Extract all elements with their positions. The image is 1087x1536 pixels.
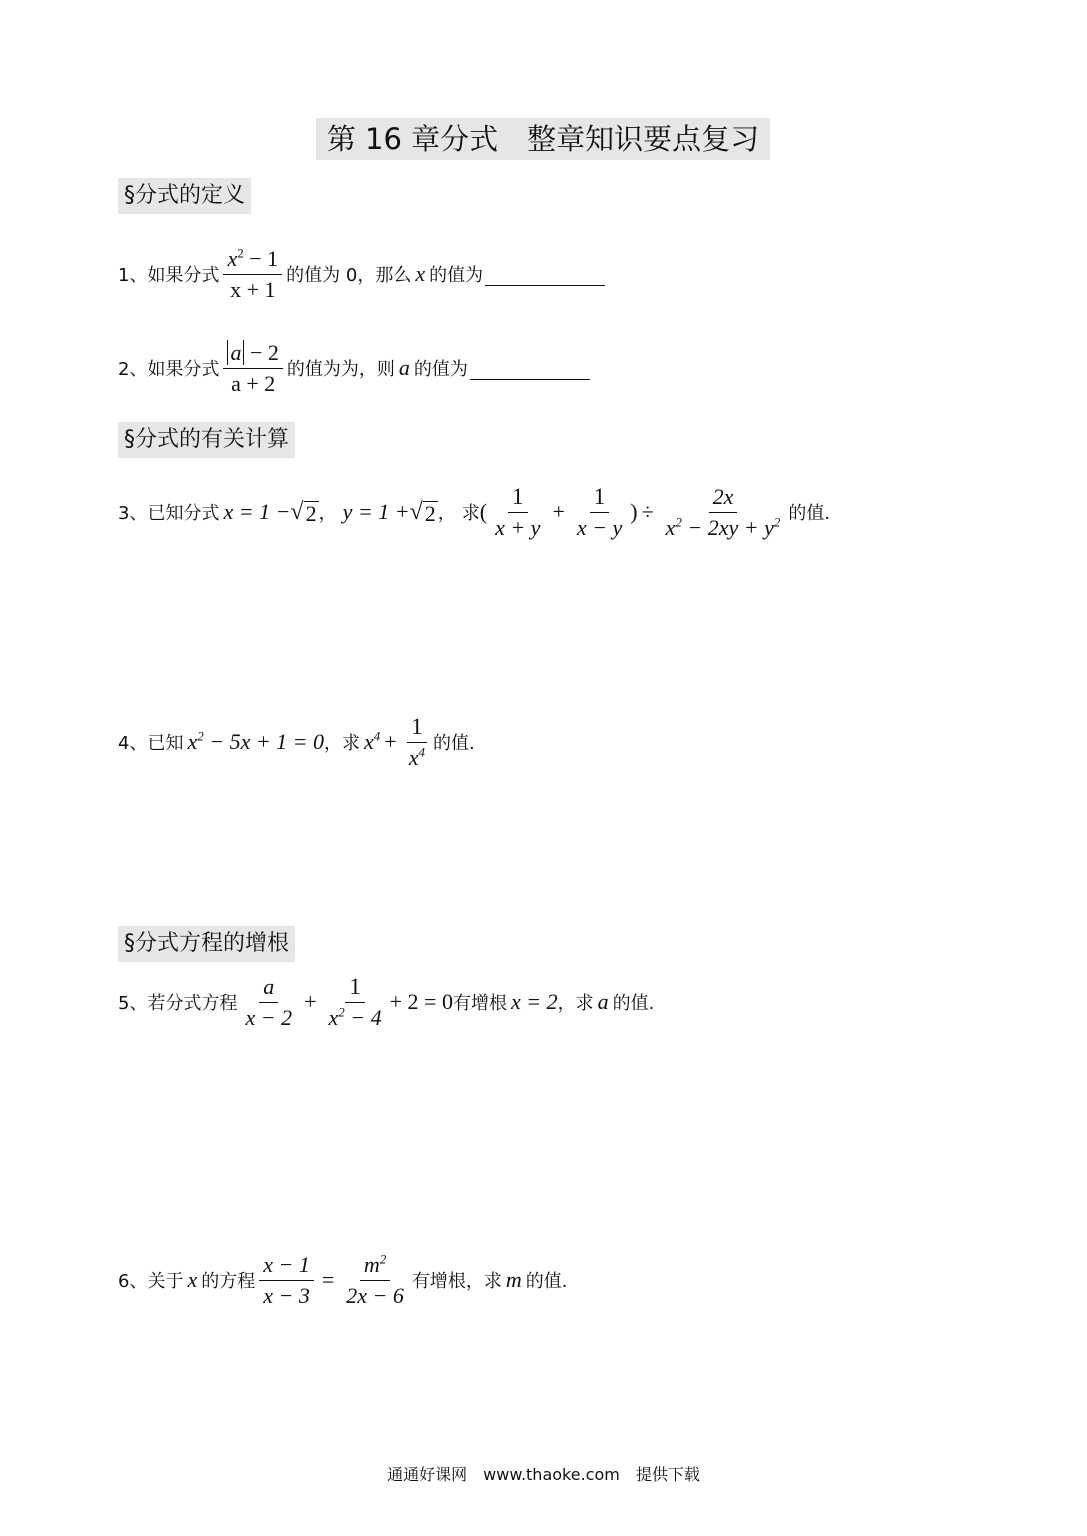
q5-fraction-1: [241, 972, 296, 1033]
q4-plus: +: [384, 729, 397, 754]
page-title: 第 16 章分式 整章知识要点复习: [316, 118, 770, 160]
section-heading-calculation: §分式的有关计算: [118, 422, 295, 458]
q2-variable: a: [398, 355, 410, 380]
q4-ask: ，求: [324, 733, 361, 754]
q6-fraction-1: [259, 1250, 314, 1311]
q5-suffix: 的值.: [612, 993, 655, 1014]
q4-equation: $x^2 - 5x + 1 = 0$: [187, 728, 325, 754]
q1-prefix: 1、如果分式: [118, 265, 220, 286]
q2-mid-text: 的值为为，则: [286, 359, 395, 380]
q5-plus: +: [304, 989, 317, 1014]
q3-fraction-1-numerator: 1: [508, 482, 528, 513]
q3-fraction-3-denominator: $x^2 - 2xy + y^2$: [665, 514, 781, 540]
q5-mid-text: 有增根: [452, 993, 507, 1014]
q4-suffix: 的值.: [432, 733, 475, 754]
q3-x-equation: x = 1 −: [223, 499, 291, 524]
q4-fraction-denominator: $x^4$: [408, 744, 425, 770]
section-heading-extraneous-roots: §分式方程的增根: [118, 926, 295, 962]
q3-fraction-1: [491, 482, 544, 543]
q2-fraction-denominator: a + 2: [231, 370, 276, 396]
q6-fraction-2-numerator: $m^2$: [360, 1250, 390, 1281]
q6-prefix: 6、关于: [118, 1271, 184, 1292]
q3-sqrt-2: √ 2: [409, 498, 436, 526]
q2-fraction-numerator: a − 2: [223, 338, 282, 369]
q3-lparen: (: [479, 499, 488, 524]
q5-rest: + 2 = 0: [389, 989, 453, 1014]
question-5: [118, 962, 654, 1042]
q5-fraction-1-numerator: a: [259, 972, 278, 1003]
q1-variable: x: [415, 261, 426, 286]
q3-ask: 求: [461, 503, 480, 524]
page-footer: 通通好课网 www.thaoke.com 提供下载: [387, 1465, 700, 1484]
q5-fraction-2-denominator: $x^2 - 4$: [328, 1004, 382, 1030]
question-2: [118, 328, 590, 408]
section-heading-definition: §分式的定义: [118, 178, 251, 214]
question-6: [118, 1240, 568, 1320]
q5-fraction-2: [325, 972, 386, 1033]
q3-comma-1: ，: [318, 503, 337, 524]
q5-prefix: 5、若分式方程: [118, 993, 238, 1014]
q5-fraction-2-numerator: 1: [345, 972, 365, 1003]
q3-plus: +: [552, 499, 565, 524]
q2-answer-blank[interactable]: [470, 357, 590, 380]
q4-term: $x^4$: [364, 728, 381, 754]
question-1: [118, 234, 605, 314]
q3-divide: ÷: [641, 499, 654, 524]
question-4: [118, 702, 475, 782]
q3-y-equation: y = 1 +: [342, 499, 410, 524]
q6-fraction-1-numerator: x − 1: [259, 1250, 314, 1281]
q6-variable: x: [187, 1267, 198, 1292]
q1-fraction: [223, 244, 282, 305]
q5-ask: ，求: [557, 993, 594, 1014]
q3-suffix: 的值.: [788, 503, 831, 524]
q3-fraction-2-denominator: x − y: [576, 514, 623, 540]
q5-fraction-1-denominator: x − 2: [245, 1004, 293, 1030]
q3-comma-2: ，: [437, 503, 456, 524]
q2-prefix: 2、如果分式: [118, 359, 220, 380]
q3-fraction-2-numerator: 1: [590, 482, 610, 513]
q2-fraction: [223, 338, 282, 399]
q4-fraction: [405, 712, 429, 773]
q1-fraction-denominator: x + 1: [230, 276, 276, 302]
q5-variable: a: [597, 989, 609, 1014]
q5-root: x = 2: [510, 989, 558, 1014]
q6-mid2-text: 有增根，求: [411, 1271, 502, 1292]
q3-fraction-3: [662, 482, 785, 543]
q3-fraction-2: [573, 482, 626, 543]
q3-sqrt-1: √ 2: [290, 498, 317, 526]
q3-prefix: 3、已知分式: [118, 503, 220, 524]
q1-fraction-numerator: $x^2 - 1$: [223, 244, 282, 275]
q4-fraction-numerator: 1: [407, 712, 427, 743]
q6-fraction-2: [342, 1250, 408, 1311]
q6-suffix: 的值.: [525, 1271, 568, 1292]
q3-rparen: ): [630, 499, 638, 524]
q6-equals: =: [321, 1267, 335, 1292]
q1-mid-text: 的值为 0，那么: [286, 265, 412, 286]
q6-mid-text: 的方程: [201, 1271, 256, 1292]
q4-prefix: 4、已知: [118, 733, 184, 754]
q1-suffix: 的值为: [429, 265, 484, 286]
q2-suffix: 的值为: [413, 359, 468, 380]
q6-fraction-2-denominator: 2x − 6: [346, 1282, 404, 1308]
q3-fraction-3-numerator: 2x: [709, 482, 738, 513]
question-3: [118, 472, 830, 552]
q3-fraction-1-denominator: x + y: [495, 514, 541, 540]
q6-fraction-1-denominator: x − 3: [263, 1282, 310, 1308]
q1-answer-blank[interactable]: [485, 263, 605, 286]
q6-variable-m: m: [505, 1267, 522, 1292]
